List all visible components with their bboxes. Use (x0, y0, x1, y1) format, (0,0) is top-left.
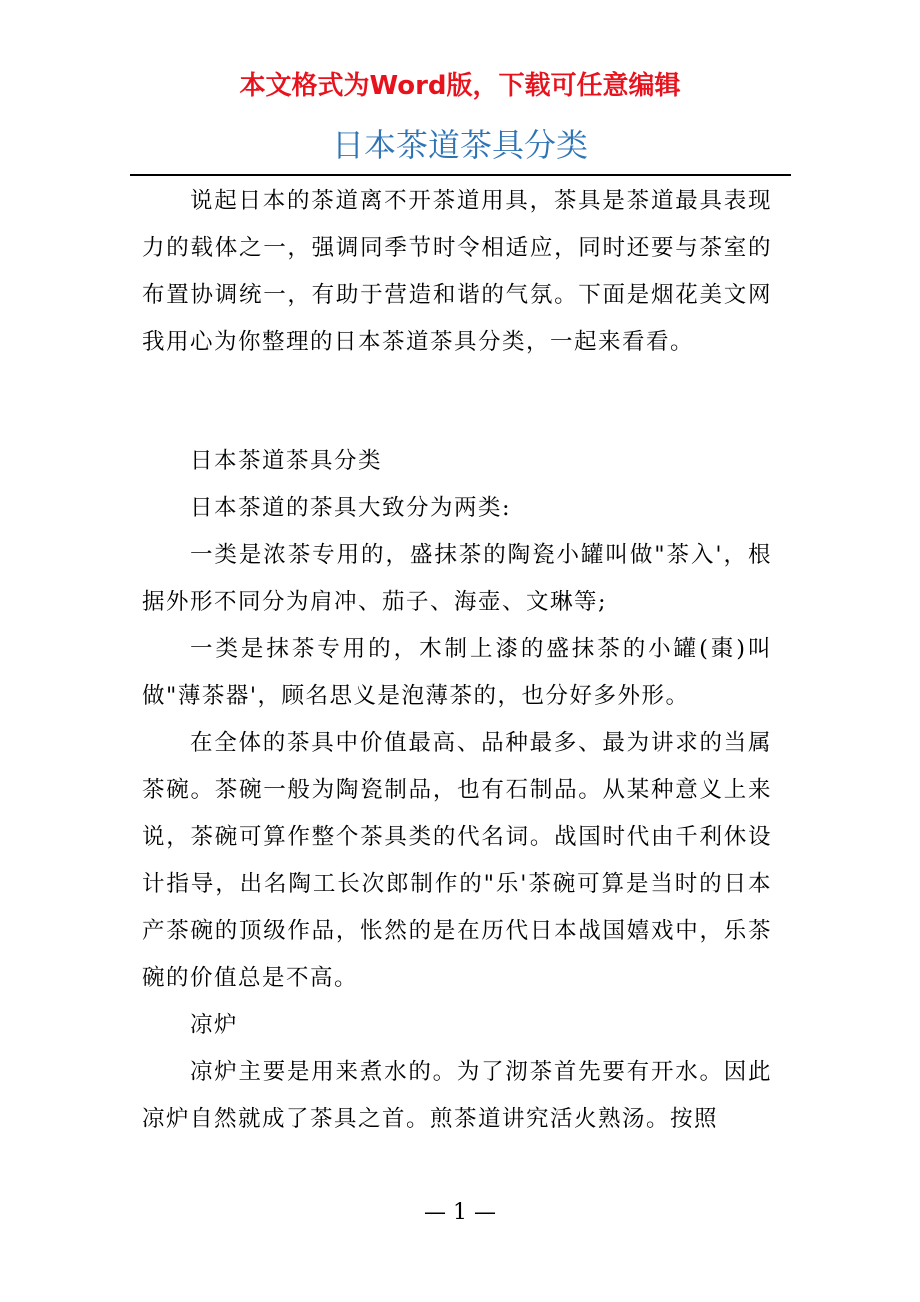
title-divider (130, 174, 791, 176)
paragraph-usuchaki: 一类是抹茶专用的，木制上漆的盛抹茶的小罐(棗)叫做"薄茶器'，顾名思义是泡薄茶的，也分好多外形。 (142, 636, 772, 709)
paragraph-categories: 日本茶道的茶具大致分为两类: (190, 495, 512, 521)
section-heading: 日本茶道茶具分类 (190, 448, 383, 474)
document-body (142, 178, 772, 1143)
paragraph-chaire: 一类是浓茶专用的，盛抹茶的陶瓷小罐叫做"茶入'，根据外形不同分为肩冲、茄子、海壶、文琳等; (142, 542, 772, 615)
page-number: — 1 — (424, 1200, 496, 1225)
section-heading-liangru: 凉炉 (190, 1012, 239, 1038)
document-title: 日本茶道茶具分类 (331, 126, 588, 164)
paragraph-chawan: 在全体的茶具中价值最高、品种最多、最为讲求的当属茶碗。茶碗一般为陶瓷制品，也有石制品。从某种意义上来说，茶碗可算作整个茶具类的代名词。战国时代由千利休设计指导，出名陶工长次郎制作的"乐'茶碗可算是当时的日本产茶碗的顶级作品，怅然的是在历代日本战国嬉戏中，乐茶碗的价值总是不高。 (142, 730, 772, 991)
paragraph-liangru: 凉炉主要是用来煮水的。为了沏茶首先要有开水。因此凉炉自然就成了茶具之首。煎茶道讲究活火熟汤。按照 (142, 1059, 772, 1132)
download-banner: 本文格式为Word版，下载可任意编辑 (239, 71, 681, 101)
paragraph-intro: 说起日本的茶道离不开茶道用具，茶具是茶道最具表现力的载体之一，强调同季节时令相适应，同时还要与茶室的布置协调统一，有助于营造和谐的气氛。下面是烟花美文网我用心为你整理的日本茶道茶具分类，一起来看看。 (142, 188, 772, 355)
